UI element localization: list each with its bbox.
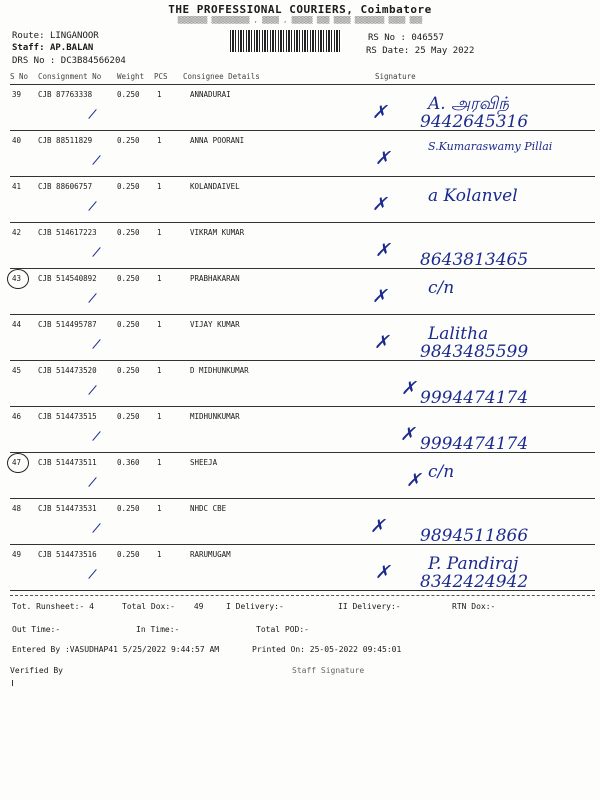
row-sno: 42 bbox=[12, 228, 22, 237]
rs-no-field bbox=[368, 33, 444, 43]
staff-signature: Staff Signature bbox=[292, 666, 365, 675]
tick-mark bbox=[92, 431, 100, 441]
row-weight: 0.250 bbox=[117, 90, 140, 99]
cross-mark: ✗ bbox=[375, 562, 391, 583]
cross-mark: ✗ bbox=[372, 194, 388, 215]
sno-circle-mark bbox=[7, 269, 29, 289]
tot-runsheet: Tot. Runsheet:- 4 bbox=[12, 602, 94, 611]
rtn-dox: RTN Dox:- bbox=[452, 602, 496, 611]
row-separator bbox=[10, 268, 595, 269]
verify-mark bbox=[12, 680, 13, 686]
row-consignee: ANNADURAI bbox=[190, 90, 231, 99]
tick-mark bbox=[92, 155, 100, 165]
staff-value: AP.BALAN bbox=[49, 43, 94, 53]
row-consignee: VIKRAM KUMAR bbox=[190, 228, 245, 237]
route-label: Route: bbox=[12, 31, 45, 41]
signature-phone: 8342424942 bbox=[420, 572, 529, 592]
tick-mark bbox=[88, 201, 96, 211]
total-pod: Total POD:- bbox=[256, 625, 309, 634]
row-separator bbox=[10, 590, 595, 591]
tick-mark bbox=[92, 247, 100, 257]
row-pcs: 1 bbox=[157, 366, 162, 375]
row-separator bbox=[10, 176, 595, 177]
cross-mark: ✗ bbox=[372, 286, 388, 307]
row-pcs: 1 bbox=[157, 504, 162, 513]
document-title: THE PROFESSIONAL COURIERS, Coimbatore bbox=[168, 3, 432, 16]
row-consignee: SHEEJA bbox=[190, 458, 218, 467]
total-dox-value: 49 bbox=[193, 602, 204, 611]
row-consignment-no: CJB 514617223 bbox=[38, 228, 97, 237]
tick-mark bbox=[92, 523, 100, 533]
row-sno: 43 bbox=[12, 274, 22, 283]
row-consignment-no: CJB 514473515 bbox=[38, 412, 97, 421]
row-weight: 0.250 bbox=[117, 412, 140, 421]
row-consignee: D MIDHUNKUMAR bbox=[190, 366, 249, 375]
row-separator bbox=[10, 498, 595, 499]
row-sno: 47 bbox=[12, 458, 22, 467]
cross-mark: ✗ bbox=[372, 102, 388, 123]
row-weight: 0.360 bbox=[117, 458, 140, 467]
row-consignment-no: CJB 514473531 bbox=[38, 504, 97, 513]
totals-rule bbox=[10, 595, 595, 596]
row-pcs: 1 bbox=[157, 228, 162, 237]
ii-delivery: II Delivery:- bbox=[338, 602, 401, 611]
drs-field bbox=[12, 56, 126, 66]
route-value: LINGANOOR bbox=[49, 31, 99, 41]
route-field bbox=[12, 31, 99, 41]
row-consignee: ANNA POORANI bbox=[190, 136, 245, 145]
cross-mark: ✗ bbox=[375, 240, 391, 261]
signature-name: c/n bbox=[428, 462, 455, 482]
signature-phone: 9843485599 bbox=[420, 342, 529, 362]
row-weight: 0.250 bbox=[117, 182, 140, 191]
row-consignment-no: CJB 514473516 bbox=[38, 550, 97, 559]
row-consignment-no: CJB 88606757 bbox=[38, 182, 93, 191]
signature-phone: 9994474174 bbox=[420, 388, 529, 408]
row-weight: 0.250 bbox=[117, 366, 140, 375]
tick-mark bbox=[88, 569, 96, 579]
cross-mark: ✗ bbox=[401, 378, 417, 399]
verified-by: Verified By bbox=[10, 666, 63, 675]
tick-mark bbox=[88, 385, 96, 395]
address-line: ▒▒▒▒▒▒▒ ▒▒▒▒▒▒▒▒▒ , ▒▒▒▒ , ▒▒▒▒▒ ▒▒▒ ▒▒▒▒ ▒▒▒▒▒▒▒ ▒▒▒▒ ▒▒▒ bbox=[177, 16, 423, 24]
row-weight: 0.250 bbox=[117, 504, 140, 513]
col-pcs: PCS bbox=[154, 72, 168, 81]
col-consignee: Consignee Details bbox=[183, 72, 260, 81]
row-pcs: 1 bbox=[157, 136, 162, 145]
row-weight: 0.250 bbox=[117, 136, 140, 145]
drs-value: DC3B84566204 bbox=[60, 56, 126, 66]
tick-mark bbox=[88, 293, 96, 303]
signature-phone: 9894511866 bbox=[420, 526, 529, 546]
row-sno: 46 bbox=[12, 412, 22, 421]
cross-mark: ✗ bbox=[370, 516, 386, 537]
rs-no-label: RS No : bbox=[368, 33, 406, 43]
header-rule bbox=[10, 84, 595, 85]
row-consignee: RARUMUGAM bbox=[190, 550, 231, 559]
signature-name: S.Kumaraswamy Pillai bbox=[428, 140, 553, 153]
row-consignment-no: CJB 514473511 bbox=[38, 458, 97, 467]
i-delivery: I Delivery:- bbox=[226, 602, 284, 611]
col-weight: Weight bbox=[117, 72, 145, 81]
row-consignee: NHDC CBE bbox=[190, 504, 227, 513]
cross-mark: ✗ bbox=[374, 332, 390, 353]
row-pcs: 1 bbox=[157, 274, 162, 283]
rs-date-label: RS Date: bbox=[366, 46, 410, 56]
barcode-image bbox=[230, 30, 342, 52]
row-consignee: VIJAY KUMAR bbox=[190, 320, 240, 329]
staff-label: Staff: bbox=[12, 43, 45, 53]
row-pcs: 1 bbox=[157, 90, 162, 99]
row-consignee: PRABHAKARAN bbox=[190, 274, 240, 283]
row-separator bbox=[10, 360, 595, 361]
col-signature: Signature bbox=[375, 72, 416, 81]
row-consignee: KOLANDAIVEL bbox=[190, 182, 240, 191]
tick-mark bbox=[88, 109, 96, 119]
row-consignment-no: CJB 514540892 bbox=[38, 274, 97, 283]
row-sno: 44 bbox=[12, 320, 22, 329]
row-weight: 0.250 bbox=[117, 550, 140, 559]
row-separator bbox=[10, 130, 595, 131]
signature-name: c/n bbox=[428, 278, 455, 298]
col-consignment: Consignment No bbox=[38, 72, 102, 81]
rs-no-value: 046557 bbox=[411, 33, 444, 43]
row-weight: 0.250 bbox=[117, 320, 140, 329]
signature-phone: 9442645316 bbox=[420, 112, 529, 132]
row-separator bbox=[10, 406, 595, 407]
row-separator bbox=[10, 314, 595, 315]
total-dox bbox=[122, 602, 203, 611]
row-separator bbox=[10, 222, 595, 223]
row-sno: 48 bbox=[12, 504, 22, 513]
row-pcs: 1 bbox=[157, 320, 162, 329]
cross-mark: ✗ bbox=[400, 424, 416, 445]
cross-mark: ✗ bbox=[375, 148, 391, 169]
sno-circle-mark bbox=[7, 453, 29, 473]
signature-name: A. அரவிந் bbox=[428, 94, 510, 114]
cross-mark: ✗ bbox=[406, 470, 422, 491]
row-sno: 41 bbox=[12, 182, 22, 191]
row-consignment-no: CJB 514495787 bbox=[38, 320, 97, 329]
row-pcs: 1 bbox=[157, 182, 162, 191]
col-sno: S No bbox=[10, 72, 29, 81]
row-sno: 40 bbox=[12, 136, 22, 145]
drs-label: DRS No : bbox=[12, 56, 56, 66]
tick-mark bbox=[92, 339, 100, 349]
rs-date-field bbox=[366, 46, 474, 56]
printed-on: Printed On: 25-05-2022 09:45:01 bbox=[252, 645, 402, 654]
total-dox-label: Total Dox:- bbox=[122, 602, 175, 611]
row-separator bbox=[10, 452, 595, 453]
row-pcs: 1 bbox=[157, 412, 162, 421]
row-sno: 45 bbox=[12, 366, 22, 375]
row-weight: 0.250 bbox=[117, 274, 140, 283]
signature-phone: 8643813465 bbox=[420, 250, 529, 270]
signature-name: P. Pandiraj bbox=[428, 554, 519, 574]
signature-name: Lalitha bbox=[428, 324, 489, 344]
out-time: Out Time:- bbox=[12, 625, 61, 634]
row-pcs: 1 bbox=[157, 458, 162, 467]
signature-phone: 9994474174 bbox=[420, 434, 529, 454]
signature-name: a Kolanvel bbox=[428, 186, 518, 206]
in-time: In Time:- bbox=[136, 625, 180, 634]
row-consignment-no: CJB 88511829 bbox=[38, 136, 93, 145]
staff-field bbox=[12, 43, 93, 53]
row-pcs: 1 bbox=[157, 550, 162, 559]
tick-mark bbox=[88, 477, 96, 487]
row-consignment-no: CJB 87763338 bbox=[38, 90, 93, 99]
row-consignee: MIDHUNKUMAR bbox=[190, 412, 240, 421]
row-weight: 0.250 bbox=[117, 228, 140, 237]
row-separator bbox=[10, 544, 595, 545]
row-sno: 39 bbox=[12, 90, 22, 99]
row-consignment-no: CJB 514473520 bbox=[38, 366, 97, 375]
entered-by: Entered By :VASUDHAP41 5/25/2022 9:44:57 AM bbox=[12, 645, 220, 654]
row-sno: 49 bbox=[12, 550, 22, 559]
rs-date-value: 25 May 2022 bbox=[414, 46, 475, 56]
